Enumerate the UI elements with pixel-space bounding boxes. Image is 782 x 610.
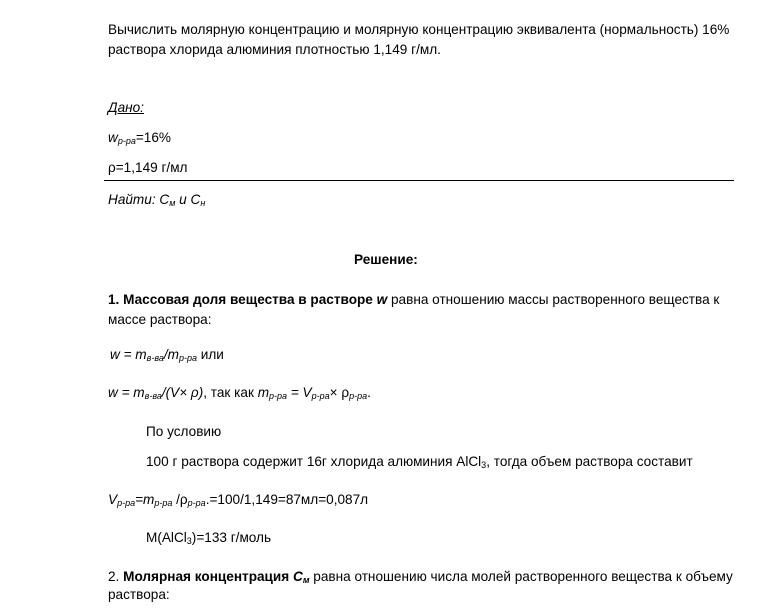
step2-bold: Молярная концентрация: [123, 569, 293, 584]
molar-mass-sub: 3: [186, 536, 192, 546]
formula1-b-sub: р-ра: [178, 353, 197, 363]
volume-c-sub: р-ра: [187, 498, 206, 508]
given-mass-fraction: [108, 128, 171, 148]
formula1-c: или: [196, 347, 224, 362]
formula2-e-sub: р-ра: [311, 391, 330, 401]
formula2-g: .: [367, 385, 371, 400]
formula2-b: /(V× ρ): [161, 385, 204, 400]
find-line: [108, 190, 205, 210]
volume-a-sub: р-ра: [117, 498, 136, 508]
condition-text-sub: 3: [481, 460, 487, 470]
formula2-e: = V: [287, 385, 312, 400]
find-sub-n: н: [200, 198, 206, 208]
step2-line-1: [108, 567, 733, 587]
formula-2: [108, 383, 371, 403]
formula1-a: w = m: [110, 347, 147, 362]
condition-text-b: , тогда объем раствора составит: [486, 454, 693, 469]
find-sub-m: м: [169, 198, 176, 208]
step2-rest: равна отношению числа молей растворенного вещества к объему: [309, 569, 733, 584]
given-divider: [104, 180, 734, 181]
step1-line-1: [108, 290, 719, 310]
formula-1: [110, 345, 224, 365]
step1-bold-w: w: [376, 292, 388, 307]
formula2-d: m: [257, 385, 270, 400]
find-mid: и С: [175, 192, 201, 207]
formula2-a: w = m: [108, 385, 145, 400]
volume-b: =m: [135, 492, 155, 507]
formula2-d-sub: р-ра: [269, 391, 288, 401]
molar-mass-a: M(AlCl: [146, 530, 187, 545]
formula2-f-sub: р-ра: [349, 391, 368, 401]
volume-c: /ρ: [172, 492, 188, 507]
step1-bold: Массовая доля вещества в растворе: [123, 292, 377, 307]
find-text: Найти: С: [108, 192, 170, 207]
molar-mass-b: )=133 г/моль: [191, 530, 272, 545]
formula2-c: , так как: [203, 385, 258, 400]
given-heading: Дано:: [108, 100, 144, 115]
w-value: =16%: [135, 130, 171, 145]
volume-a: V: [108, 492, 118, 507]
step1-number: 1.: [108, 292, 124, 307]
solution-heading: Решение:: [354, 252, 418, 267]
step2-bold-c: С: [292, 569, 303, 584]
w-subscript: р-ра: [117, 136, 136, 146]
problem-line-1: Вычислить молярную концентрацию и молярную концентрацию эквивалента (нормальность) 16%: [108, 22, 730, 37]
formula1-b: /m: [163, 347, 179, 362]
step2-number: 2.: [108, 569, 124, 584]
condition-text-a: 100 г раствора содержит 16г хлорида алюминия AlCl: [146, 454, 482, 469]
step2-bold-c-sub: м: [302, 575, 310, 585]
formula1-a-sub: в-ва: [146, 353, 164, 363]
step2-line-2: раствора:: [108, 587, 170, 602]
condition-label: По условию: [146, 424, 222, 439]
volume-b-sub: р-ра: [154, 498, 173, 508]
given-density: ρ=1,149 г/мл: [108, 160, 188, 175]
step1-line-2: массе раствора:: [108, 312, 212, 327]
condition-text: [146, 452, 693, 472]
volume-formula: [108, 490, 368, 510]
formula2-a-sub: в-ва: [144, 391, 162, 401]
formula2-f: × ρ: [329, 385, 350, 400]
step1-rest: равна отношению массы растворенного вещества к: [387, 292, 720, 307]
w-symbol: w: [108, 130, 118, 145]
volume-d: .=100/1,149=87мл=0,087л: [205, 492, 369, 507]
problem-line-2: раствора хлорида алюминия плотностью 1,149 г/мл.: [108, 42, 441, 57]
molar-mass: [146, 528, 271, 548]
